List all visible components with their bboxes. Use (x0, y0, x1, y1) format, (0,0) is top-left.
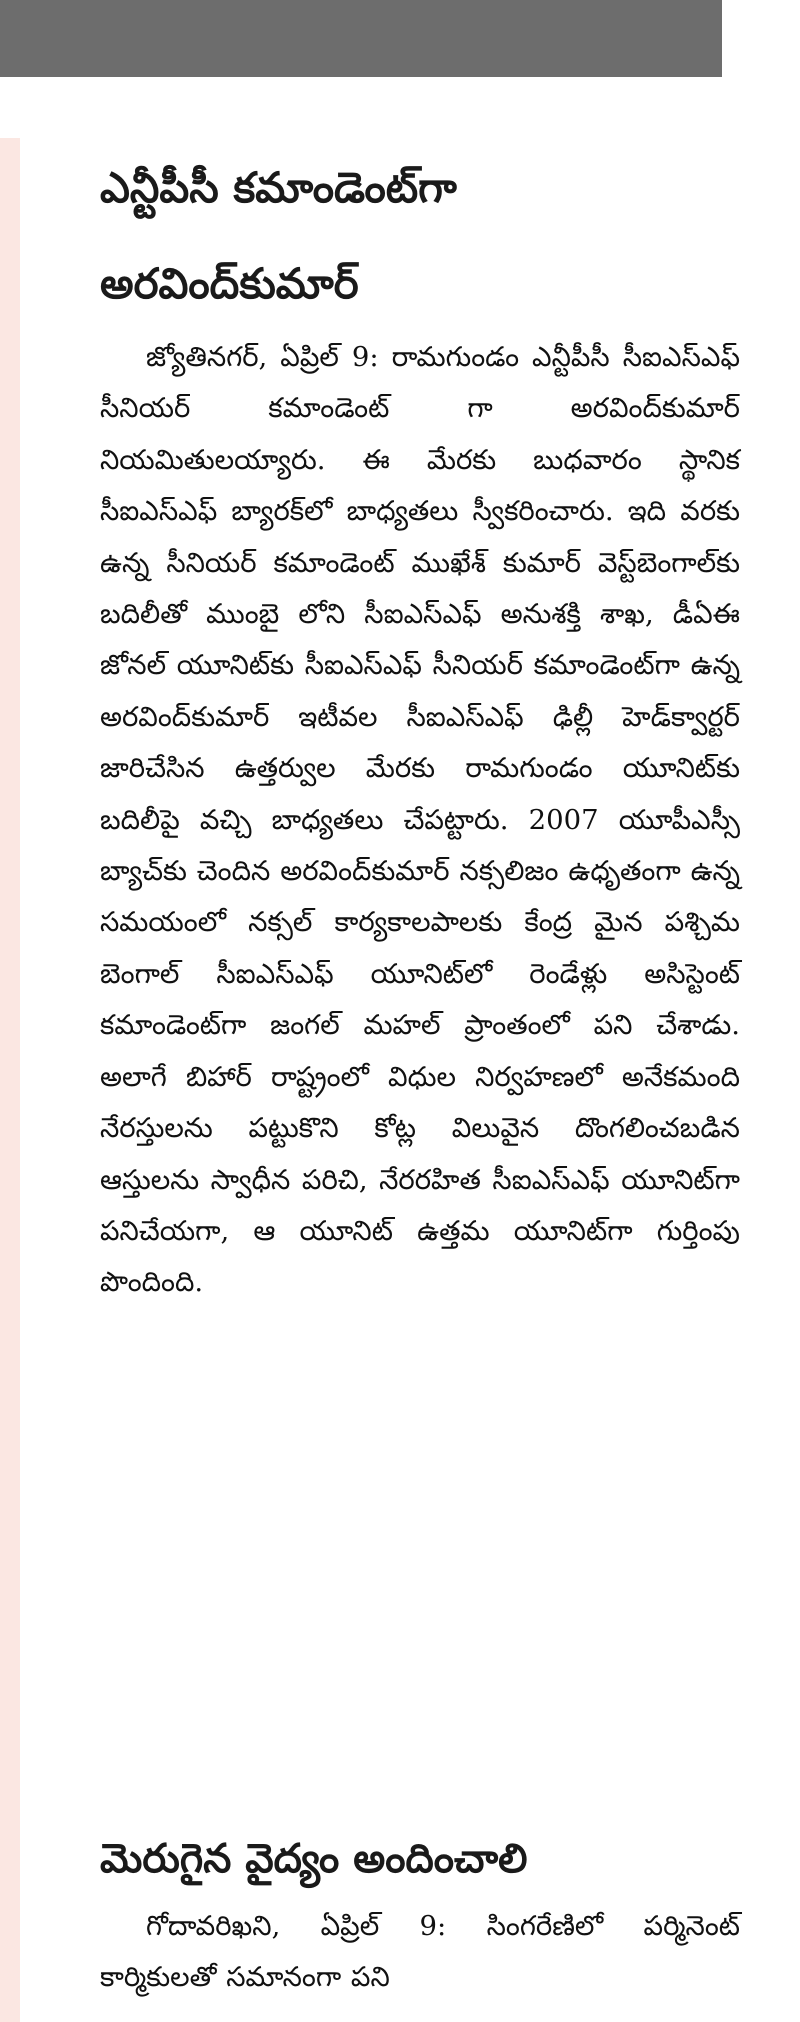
headline (100, 1817, 740, 1901)
article-ntpc-commandant (100, 140, 740, 1309)
headline-line-2: అరవింద్‌కుమార్ (100, 259, 359, 308)
adjacent-column-edge (0, 138, 20, 2022)
top-gray-bar (0, 0, 722, 77)
article-better-medical-care (100, 1817, 740, 2004)
headline (100, 140, 740, 332)
article-body: జ్యోతినగర్, ఏప్రిల్ 9: రామగుండం ఎన్టీపీసీ సీఐఎస్ఎఫ్ సీనియర్ కమాండెంట్ గా అరవింద్‌కుమార్ నియమితులయ్యారు. ఈ మేరకు బుధవారం స్థానిక సీఐఎస్ఎఫ్ బ్యారక్‌లో బాధ్యతలు స్వీకరించారు. ఇది వరకు ఉన్న సీనియర్ కమాండెంట్ ముఖేశ్ కుమార్ వెస్ట్‌బెంగాల్‌కు బదిలీతో ముంబై లోని సీఐఎస్ఎఫ్ అనుశక్తి శాఖ, డీఏఈ జోనల్ యూనిట్‌కు సీఐఎస్ఎఫ్ సీనియర్ కమాండెంట్‌గా ఉన్న అరవింద్‌కుమార్ ఇటీవల సీఐఎస్ఎఫ్ ఢిల్లీ హెడ్‌క్వార్టర్ జారిచేసిన ఉత్తర్వుల మేరకు రామగుండం యూనిట్‌కు బదిలీపై వచ్చి బాధ్యతలు చేపట్టారు. 2007 యూపీఎస్సీ బ్యాచ్‌కు చెందిన అరవింద్‌కుమార్ నక్సలిజం ఉధృతంగా ఉన్న సమయంలో నక్సల్ కార్యకాలపాలకు కేంద్ర మైన పశ్చిమ బెంగాల్ సీఐఎస్ఎఫ్ యూనిట్‌లో రెండేళ్లు అసిస్టెంట్ కమాండెంట్‌గా జంగల్ మహల్ ప్రాంతంలో పని చేశాడు. అలాగే బిహార్ రాష్ట్రంలో విధుల నిర్వహణలో అనేకమంది నేరస్తులను పట్టుకొని కోట్ల విలువైన దొంగలించబడిన ఆస్తులను స్వాధీన పరిచి, నేరరహిత సీఐఎస్ఎఫ్ యూనిట్‌గా పనిచేయగా, ఆ యూనిట్ ఉత్తమ యూనిట్‌గా గుర్తింపు పొందింది. (100, 341, 740, 1299)
headline-line-1: ఎన్టీపీసీ కమాండెంట్‌గా (100, 163, 457, 212)
headline-line-1: మెరుగైన వైద్యం అందించాలి (100, 1836, 528, 1882)
article-body: గోదావరిఖని, ఏప్రిల్ 9: సింగరేణిలో పర్మినెంట్ కార్మికులతో సమానంగా పని (100, 1910, 740, 1994)
